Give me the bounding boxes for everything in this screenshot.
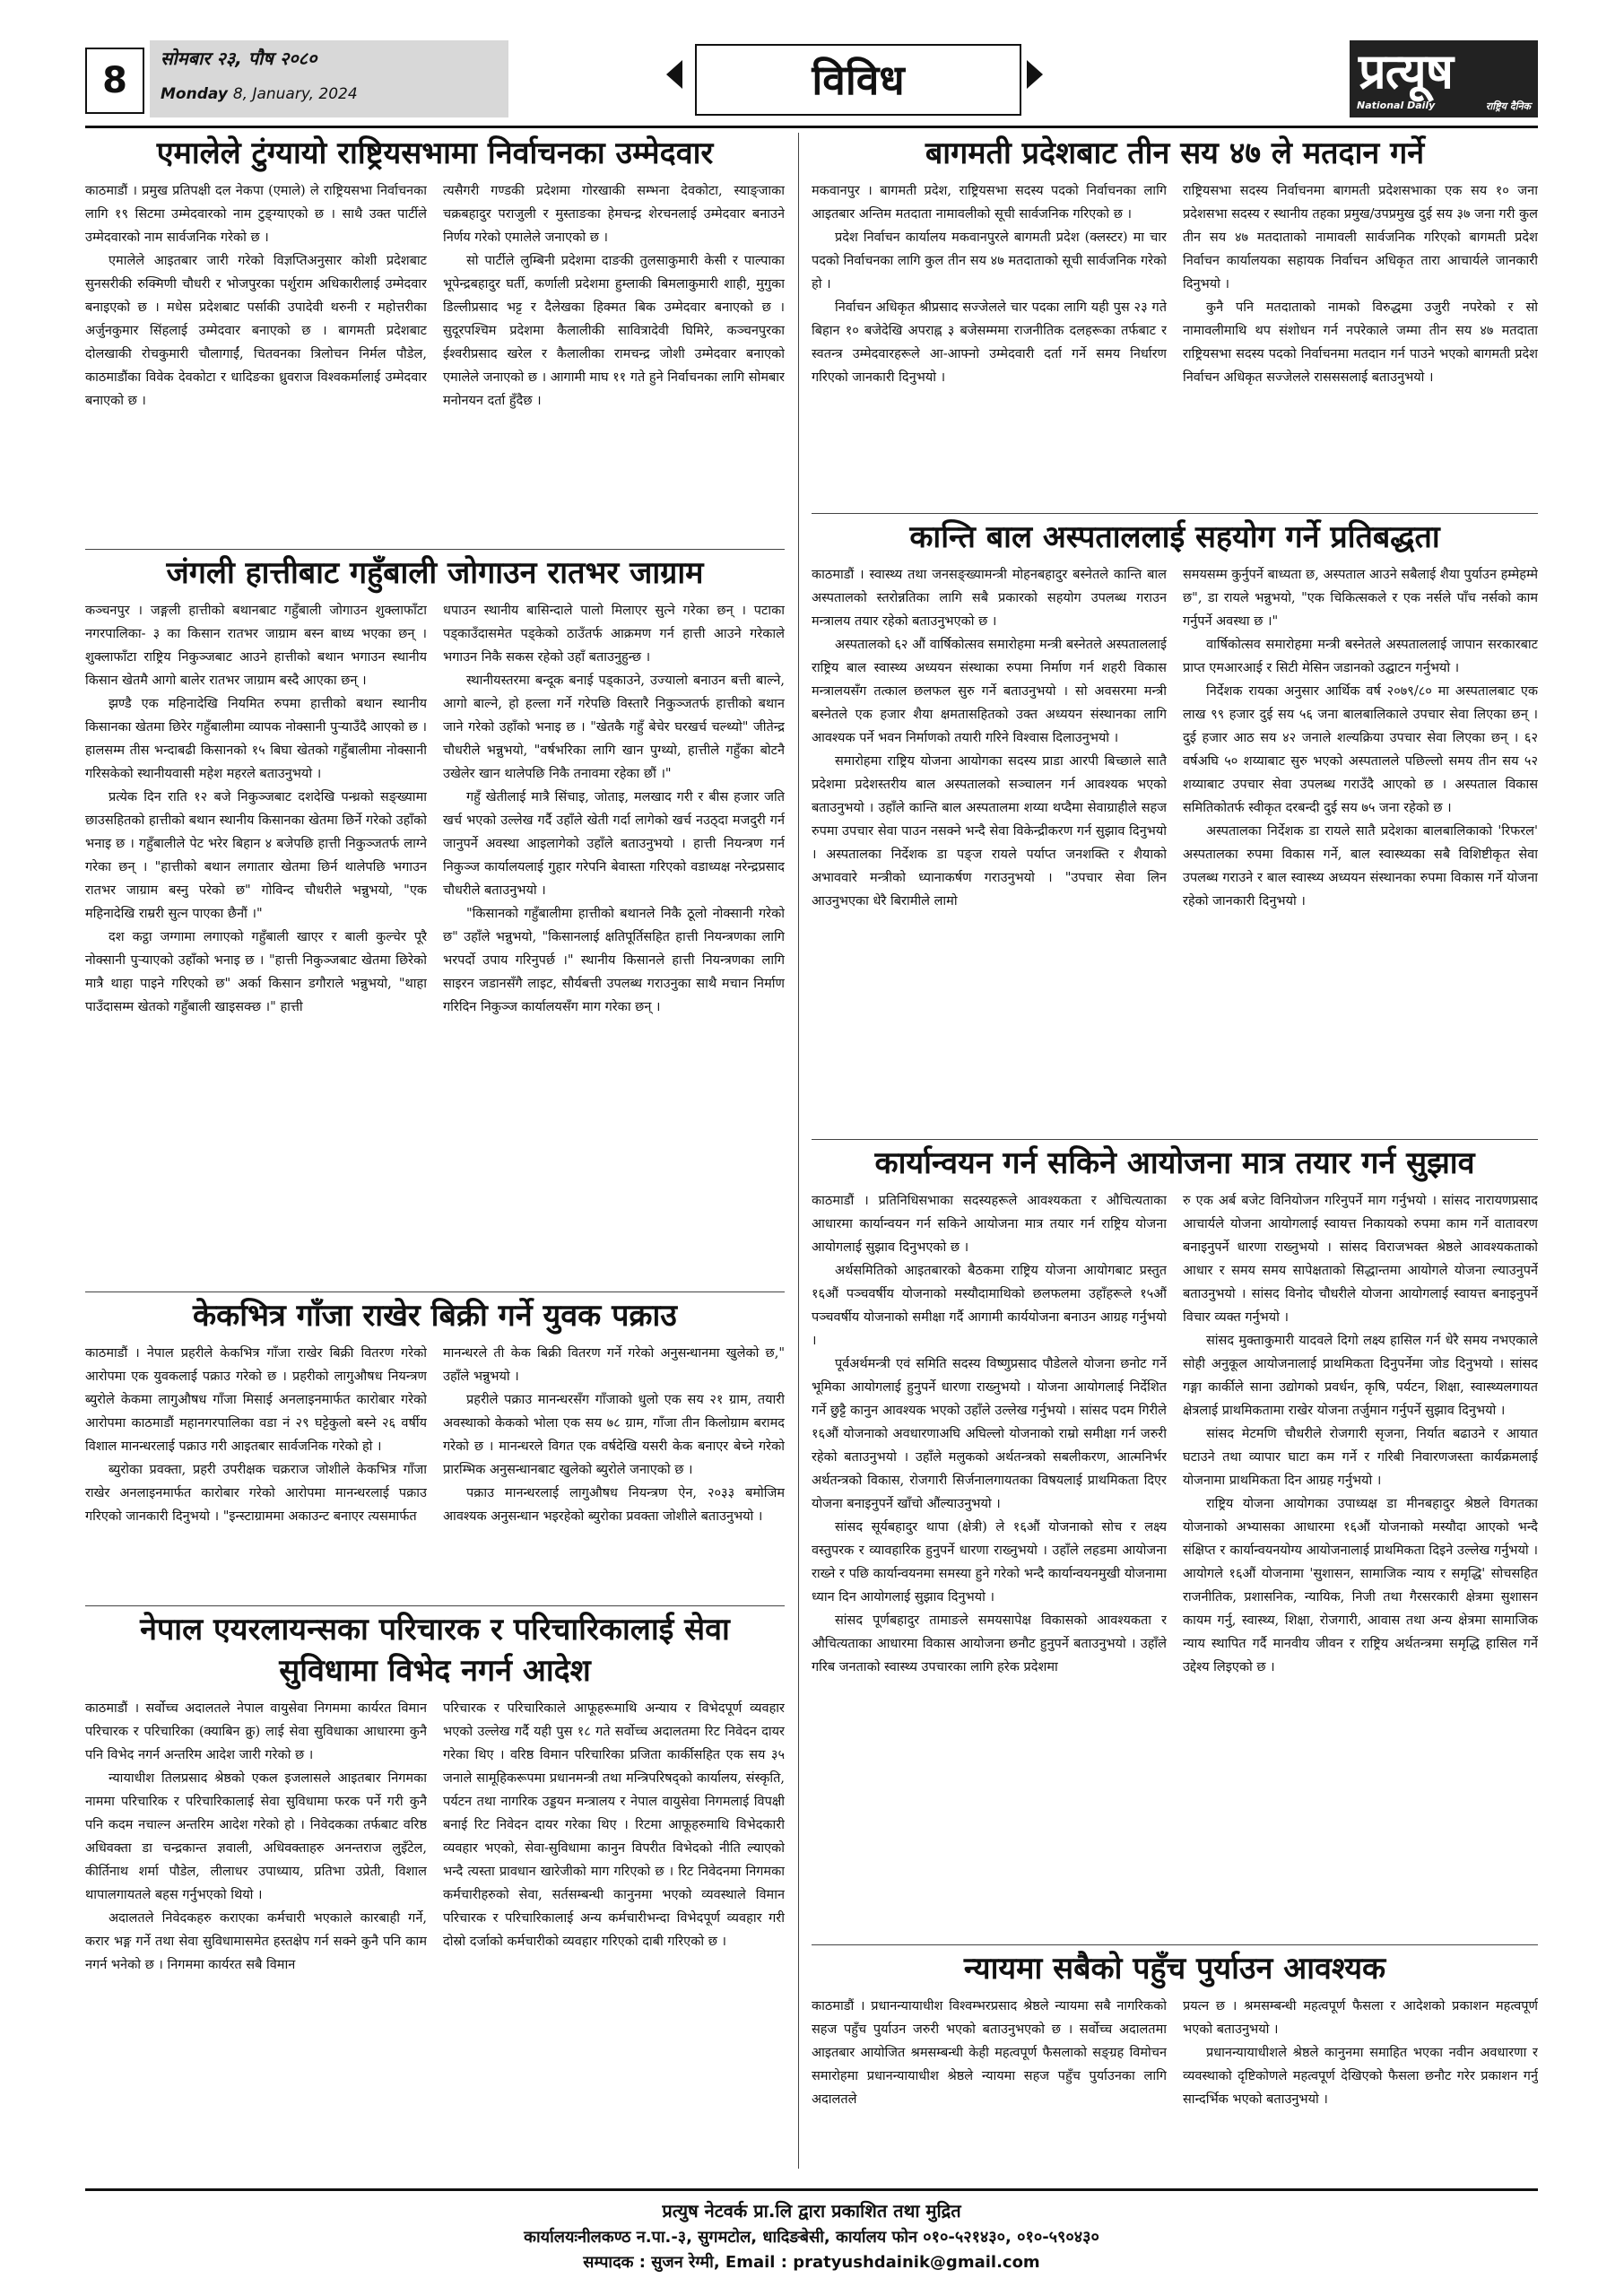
paragraph: कञ्चनपुर । जङ्गली हात्तीको बथानबाट गहुँबाली जोगाउन शुक्लाफाँटा नगरपालिका- ३ का किसान रातभर जाग्राम बस्न बाध्य भएका छन् । शुक्लाफाँटा राष्ट्रिय निकुञ्जबाट आउने हात्तीको बथान भगाउन स्थानीय किसान खेतमै आगो बालेर रातभर जाग्राम बस्दै आएका छन् । — [85, 604, 427, 688]
article-columns — [85, 1697, 785, 1977]
article-column — [1183, 179, 1538, 389]
headline: बागमती प्रदेशबाट तीन सय ४७ ले मतदान गर्ने — [925, 135, 1425, 171]
paragraph: समयसम्म कुर्नुपर्ने बाध्यता छ, अस्पताल आउने सबैलाई शैया पुर्याउन हम्मेहम्मे छ", डा रायले भन्नुभयो, "एक चिकित्सकले र एक नर्सले पाँच नर्सको काम गर्नुपर्ने अवस्था छ ।" — [1183, 568, 1538, 629]
article-column — [85, 1342, 427, 1528]
article-column — [1183, 563, 1538, 913]
article-column — [812, 1995, 1167, 2111]
paragraph: काठमाडौं । नेपाल प्रहरीले केकभित्र गाँजा राखेर बिक्री वितरण गरेको आरोपमा एक युवकलाई पक्राउ गरेको छ । प्रहरीको लागुऔषध नियन्त्रण ब्युरोले केकमा लागुऔषध गाँजा मिसाई अनलाइनमार्फत कारोबार गरेको आरोपमा काठमाडौं महानगरपालिका वडा नं २९ घट्टेकुलो बस्ने २६ वर्षीय विशाल मानन्धरलाई पक्राउ गरी आइतबार सार्वजनिक गरेको हो । — [85, 1346, 427, 1454]
headline: जंगली हात्तीबाट गहुँबाली जोगाउन रातभर जाग्राम — [166, 555, 704, 591]
headline: केकभित्र गाँजा राखेर बिक्री गर्ने युवक पक्राउ — [193, 1298, 677, 1334]
imprint-footer — [85, 2188, 1538, 2281]
day-english: Monday — [161, 85, 228, 103]
paragraph: काठमाडौं । स्वास्थ्य तथा जनसङ्ख्यामन्त्री मोहनबहादुर बस्नेतले कान्ति बाल अस्पतालको स्तरोन्नतिका लागि सबै प्रकारको सहयोग उपलब्ध गराउन मन्त्रालय तयार रहेको बताउनुभएको छ । — [812, 568, 1167, 629]
masthead — [85, 40, 1538, 121]
paragraph: धपाउन स्थानीय बासिन्दाले पालो मिलाएर सुत्ने गरेका छन् । पटाका पड्काउँदासमेत पड्केको ठाउँतर्फ आक्रमण गर्न हात्ती आउने गरेकाले भगाउन निकै सकस रहेको उहाँ बताउनुहुन्छ । — [443, 604, 785, 665]
paragraph: प्रत्येक दिन राति १२ बजे निकुञ्जबाट दशदेखि पन्ध्रको सङ्ख्यामा छाउसहितको हात्तीको बथान स्थानीय किसानका खेतमा छिर्ने गरेको उहाँको भनाइ छ । गहुँबालीले पेट भरेर बिहान ४ बजेपछि हात्ती निकुञ्जतर्फ लाग्ने गरेका छन् । "हात्तीको बथान लगातार खेतमा छिर्न थालेपछि भगाउन रातभर जाग्राम बस्नु परेको छ" गोविन्द चौधरीले भन्नुभयो, "एक महिनादेखि राम्ररी सुत्न पाएका छैनौं ।" — [85, 790, 427, 921]
paragraph: झण्डै एक महिनादेखि नियमित रुपमा हात्तीको बथान स्थानीय किसानका खेतमा छिरेर गहुँबालीमा व्यापक नोक्सानी पुऱ्याउँदै आएको छ । हालसम्म तीस भन्दाबढी किसानको १५ बिघा खेतको गहुँबालीमा नोक्सानी गरिसकेको स्थानीयवासी महेश महरले बताउनुभयो । — [85, 697, 427, 781]
paragraph: काठमाडौं । प्रतिनिधिसभाका सदस्यहरूले आवश्यकता र औचित्यताका आधारमा कार्यान्वयन गर्न सकिने आयोजना मात्र तयार गर्न राष्ट्रिय योजना आयोगलाई सुझाव दिनुभएको छ । — [812, 1194, 1167, 1255]
date-box — [150, 40, 508, 117]
paragraph: सांसद पूर्णबहादुर तामाङले समयसापेक्ष विकासको आवश्यकता र औचित्यताका आधारमा विकास आयोजना छनौट हुनुपर्ने बताउनुभयो । उहाँले गरिब जनताको स्वास्थ्य उपचारका लागि हरेक प्रदेशमा — [812, 1613, 1167, 1674]
logo-subtitle — [1357, 100, 1531, 113]
article-columns — [85, 599, 785, 1019]
article-column — [85, 179, 427, 413]
publisher-line: प्रत्युष नेटवर्क प्रा.लि द्वारा प्रकाशित तथा मुद्रित — [662, 2200, 961, 2222]
article-columns — [812, 179, 1538, 389]
article-columns — [812, 1995, 1538, 2111]
article-nepal-airlines — [85, 1609, 785, 2179]
paragraph: "किसानको गहुँबालीमा हात्तीको बथानले निकै ठूलो नोक्सानी गरेको छ" उहाँले भन्नुभयो, "किसानलाई क्षतिपूर्तिसहित हात्ती नियन्त्रणका लागि भरपर्दो उपाय गरिनुपर्छ ।" स्थानीय किसानले हात्ती नियन्त्रणका लागि साइरन जडानसँगै लाइट, सौर्यबत्ती उपलब्ध गराउनुका साथै मचान निर्माण गरिदिन निकुञ्ज कार्यालयसँग माग गरेका छन् । — [443, 907, 785, 1014]
paragraph: अस्पतालको ६२ औं वार्षिकोत्सव समारोहमा मन्त्री बस्नेतले अस्पताललाई राष्ट्रिय बाल स्वास्थ्य अध्ययन संस्थाका रुपमा निर्माण गर्न शहरी विकास मन्त्रालयसँग तत्काल छलफल सुरु गर्ने बताउनुभयो । सो अवसरमा मन्त्री बस्नेतले एक हजार शैया क्षमतासहितको उक्त अध्ययन संस्थानका लागि आवश्यक पर्ने भवन निर्माणको तयारी गरिने विश्वास दिलाउनुभयो । — [812, 638, 1167, 745]
paragraph: न्यायाधीश तिलप्रसाद श्रेष्ठको एकल इजलासले आइतबार निगमका नाममा परिचारिक र परिचारिकालाई सेवा सुविधामा फरक पर्ने गरी कुनै पनि कदम नचाल्न अन्तरिम आदेश गरेको हो । निवेदकका तर्फबाट वरिष्ठ अधिवक्ता डा चन्द्रकान्त ज्ञवाली, अधिवक्ताहरु अनन्तराज लुइँटेल, कीर्तिनाथ शर्मा पौडेल, लीलाधर उपाध्याय, प्रतिभा उप्रेती, विशाल थापालगायतले बहस गर्नुभएको थियो । — [85, 1771, 427, 1902]
paragraph: अर्थसमितिको आइतबारको बैठकमा राष्ट्रिय योजना आयोगबाट प्रस्तुत १६औं पञ्चवर्षीय योजनाको मस्यौदामाथिको छलफलमा उहाँहरूले १५औं पञ्चवर्षीय योजनाको समीक्षा गर्दै आगामी कार्ययोजना बनाउन आग्रह गर्नुभयो । — [812, 1264, 1167, 1348]
article-divider — [812, 1139, 1538, 1140]
article-column — [85, 1697, 427, 1977]
paragraph: वार्षिकोत्सव समारोहमा मन्त्री बस्नेतले अस्पताललाई जापान सरकारबाट प्राप्त एमआरआई र सिटी मेसिन जडानको उद्घाटन गर्नुभयो । — [1183, 638, 1538, 675]
article-wild-elephant — [85, 552, 785, 1288]
paragraph: काठमाडौं । प्रधानन्यायाधीश विश्वम्भरप्रसाद श्रेष्ठले न्यायमा सबै नागरिकको सहज पहुँच पुर्याउन जरुरी भएको बताउनुभएको छ । सर्वोच्च अदालतमा आइतबार आयोजित श्रमसम्बन्धी केही महत्वपूर्ण फैसलाको सङ्ग्रह विमोचन समारोहमा प्रधानन्यायाधीश श्रेष्ठले न्यायमा सहज पहुँच पुर्याउनका लागि अदालतले — [812, 1999, 1167, 2107]
paragraph: एमालेले आइतबार जारी गरेको विज्ञप्तिअनुसार कोशी प्रदेशबाट सुनसरीकी रुक्मिणी चौधरी र भोजपुरका पर्शुराम अधिकारीलाई उम्मेदवार बनाइएको छ । मधेस प्रदेशबाट पर्साकी उपादेवी थरुनी र महोत्तरीका अर्जुनकुमार सिंहलाई उम्मेदवार बनाएको छ । बागमती प्रदेशबाट दोलखाकी रोचकुमारी चौलागाईं, चितवनका त्रिलोचन निर्मल पौडेल, काठमाडौंका विवेक देवकोटा र धादिङका ध्रुवराज विश्वकर्मालाई उम्मेदवार बनाएको छ । — [85, 254, 427, 408]
paragraph: प्रदेश निर्वाचन कार्यालय मकवानपुरले बागमती प्रदेश (क्लस्टर) मा चार पदको निर्वाचनका लागि कुल तीन सय ४७ मतदाताको सूची सार्वजनिक गरेको हो । — [812, 230, 1167, 291]
paragraph: समारोहमा राष्ट्रिय योजना आयोगका सदस्य प्राडा आरपी बिच्छाले सातै प्रदेशमा प्रदेशस्तरीय बाल अस्पतालको सञ्चालन गर्न आवश्यक भएको बताउनुभयो । उहाँले कान्ति बाल अस्पतालमा शय्या थप्दैमा सेवाग्राहीले सहज रुपमा उपचार सेवा पाउन नसक्ने भन्दै सेवा विकेन्द्रीकरण गर्न सुझाव दिनुभयो । अस्पतालका निर्देशक डा पङ्ज रायले पर्याप्त जनशक्ति र शैयाको अभाववारे मन्त्रीको ध्यानाकर्षण गराउनुभयो । "उपचार सेवा लिन आउनुभएका धेरै बिरामीले लामो — [812, 754, 1167, 909]
top-rule — [85, 126, 1538, 128]
article-column — [443, 1697, 785, 1977]
article-divider — [85, 549, 785, 550]
article-columns — [812, 563, 1538, 913]
headline: न्यायमा सबैको पहुँच पुर्याउन आवश्यक — [963, 1951, 1386, 1987]
paragraph: परिचारक र परिचारिकाले आफूहरूमाथि अन्याय र विभेदपूर्ण व्यवहार भएको उल्लेख गर्दै यही पुस १८ गते सर्वोच्च अदालतमा रिट निवेदन दायर गरेका थिए । वरिष्ठ विमान परिचारिका प्रजिता कार्कीसहित एक सय ३५ जनाले सामूहिकरूपमा प्रधानमन्त्री तथा मन्त्रिपरिषद्को कार्यालय, संस्कृति, पर्यटन तथा नागरिक उड्डयन मन्त्रालय र नेपाल वायुसेवा निगमलाई विपक्षी बनाई रिट निवेदन दायर गरेका थिए । रिटमा आफूहरुमाथि विभेदकारी व्यवहार भएको, सेवा-सुविधामा कानुन विपरीत विभेदको नीति ल्याएको भन्दै त्यस्ता प्रावधान खारेजीको माग गरिएको छ । रिट निवेदनमा निगमका कर्मचारीहरुको सेवा, सर्तसम्बन्धी कानुनमा भएको व्यवस्थाले विमान परिचारक र परिचारिकालाई अन्य कर्मचारीभन्दा विभेदपूर्ण व्यवहार गरी दोस्रो दर्जाको कर्मचारीको व्यवहार गरिएको दाबी गरिएको छ । — [443, 1701, 785, 1949]
paragraph: राष्ट्रिय योजना आयोगका उपाध्यक्ष डा मीनबहादुर श्रेष्ठले विगतका योजनाको अभ्यासका आधारमा १६औं योजनाको मस्यौदा आएको भन्दै संक्षिप्त र कार्यान्वयनयोग्य आयोजनालाई प्राथमिकता दिइने उल्लेख गर्नुभयो । आयोगले १६औं योजनामा 'सुशासन, सामाजिक न्याय र समृद्धि' सोचसहित राजनीतिक, प्रशासनिक, न्यायिक, निजी तथा गैरसरकारी क्षेत्रमा सुशासन कायम गर्नु, स्वास्थ्य, शिक्षा, रोजगारी, आवास तथा अन्य क्षेत्रमा सामाजिक न्याय स्थापित गर्दै मानवीय जीवन र राष्ट्रिय अर्थतन्त्रमा समृद्धि हासिल गर्ने उद्देश्य लिइएको छ । — [1183, 1497, 1538, 1674]
headline-line-2: सुविधामा विभेद नगर्न आदेश — [279, 1653, 591, 1689]
article-divider — [85, 1605, 785, 1606]
left-arrow-icon — [666, 60, 682, 89]
headline: एमालेले टुंग्यायो राष्ट्रियसभामा निर्वाचनका उम्मेदवार — [156, 135, 714, 171]
article-column — [1183, 1189, 1538, 1679]
paragraph: काठमाडौं । प्रमुख प्रतिपक्षी दल नेकपा (एमाले) ले राष्ट्रियसभा निर्वाचनका लागि १९ सिटमा उम्मेदवारको नाम टुङ्ग्याएको छ । साथै उक्त पार्टीले उम्मेदवारको नाम सार्वजनिक गरेको छ । — [85, 184, 427, 245]
paragraph: मानन्धरले ती केक बिक्री वितरण गर्ने गरेको अनुसन्धानमा खुलेको छ," उहाँले भन्नुभयो । — [443, 1346, 785, 1384]
column-divider — [798, 133, 799, 2169]
paragraph: त्यसैगरी गण्डकी प्रदेशमा गोरखाकी सम्भना देवकोटा, स्याङ्जाका चक्रबहादुर पराजुली र मुस्ताङका हेमचन्द्र शेरचनलाई उम्मेदवार बनाउने निर्णय गरेको एमालेले जनाएको छ । — [443, 184, 785, 245]
paragraph: अदालतले निवेदकहरु कराएका कर्मचारी भएकाले कारबाही गर्ने, करार भङ्ग गर्ने तथा सेवा सुविधामासमेत हस्तक्षेप गर्न सक्ने कुनै पनि काम नगर्न भनेको छ । निगममा कार्यरत सबै विमान — [85, 1911, 427, 1972]
article-column — [812, 179, 1167, 389]
paragraph: राष्ट्रियसभा सदस्य निर्वाचनमा बागमती प्रदेशसभाका एक सय १० जना प्रदेशसभा सदस्य र स्थानीय तहका प्रमुख/उपप्रमुख दुई सय ३७ जना गरी कुल तीन सय ४७ मतदाताको नामावली सार्वजनिक गरिएको बागमती प्रदेश निर्वाचन कार्यालयका सहायक निर्वाचन अधिकृत तारा आचार्यले जानकारी दिनुभयो । — [1183, 184, 1538, 291]
article-bagmati-voters — [812, 133, 1538, 509]
paragraph: सांसद सूर्यबहादुर थापा (क्षेत्री) ले १६औं योजनाको सोच र लक्ष्य वस्तुपरक र व्यावहारिक हुनुपर्ने धारणा राख्नुभयो । उहाँले लहडमा आयोजना राख्ने र पछि कार्यान्वयनमा समस्या हुने गरेको भन्दै कार्यान्वयनमुखी योजनामा ध्यान दिन आयोगलाई सुझाव दिनुभयो । — [812, 1520, 1167, 1605]
paragraph: प्रहरीले पक्राउ मानन्धरसँग गाँजाको धुलो एक सय २१ ग्राम, तयारी अवस्थाको केकको भोला एक सय ७८ ग्राम, गाँजा तीन किलोग्राम बरामद गरेको छ । मानन्धरले विगत एक वर्षदेखि यसरी केक बनाएर बेच्ने गरेको प्रारम्भिक अनुसन्धानबाट खुलेको ब्युरोले जनाएको छ । — [443, 1393, 785, 1477]
article-column — [812, 563, 1167, 913]
paragraph: रु एक अर्ब बजेट विनियोजन गरिनुपर्ने माग गर्नुभयो । सांसद नारायणप्रसाद आचार्यले योजना आयोगलाई स्वायत्त निकायको रुपमा काम गर्ने वातावरण बनाइनुपर्ने धारणा राख्नुभयो । सांसद विराजभक्त श्रेष्ठले आवश्यकताको आधार र समय समय सापेक्षताको सिद्धान्तमा आयोगले योजना ल्याउनुपर्ने बताउनुभयो । सांसद विनोद चौधरीले योजना आयोगलाई स्वायत्त बनाइनुपर्ने विचार व्यक्त गर्नुभयो । — [1183, 1194, 1538, 1325]
article-access-to-justice — [812, 1948, 1538, 2179]
article-column — [85, 599, 427, 1019]
logo-wordmark: प्रत्यूष — [1359, 42, 1453, 100]
headline: कार्यान्वयन गर्न सकिने आयोजना मात्र तयार गर्न सुझाव — [874, 1145, 1475, 1181]
article-cake-ganja — [85, 1295, 785, 1600]
date-english — [161, 85, 358, 103]
article-column — [1183, 1995, 1538, 2111]
article-column — [443, 599, 785, 1019]
article-planning-commission — [812, 1143, 1538, 1941]
article-uml-candidates — [85, 133, 785, 545]
paragraph: सांसद मुक्ताकुमारी यादवले दिगो लक्ष्य हासिल गर्न धेरै समय नभएकाले सोही अनुकूल आयोजनालाई प्राथमिकता दिनुपर्नेमा जोड दिनुभयो । सांसद गङ्गा कार्कीले साना उद्योगको प्रवर्धन, कृषि, पर्यटन, शिक्षा, स्वास्थ्यलगायत क्षेत्रलाई प्राथमिकतामा राखेर योजना तर्जुमान गर्नुपर्ने सुझाव दिनुभयो । — [1183, 1334, 1538, 1418]
paragraph: सो पार्टीले लुम्बिनी प्रदेशमा दाङकी तुलसाकुमारी केसी र पाल्पाका भूपेन्द्रबहादुर घर्ती, कर्णाली प्रदेशमा हुम्लाकी बिमलाकुमारी शाही, मुगुका डिल्लीप्रसाद भट्ट र दैलेखका हिक्मत बिक उम्मेदवार बनाएको छ । सुदूरपश्चिम प्रदेशमा कैलालीकी सावित्रादेवी घिमिरे, कञ्चनपुरका ईश्वरीप्रसाद खरेल र कैलालीका रामचन्द्र जोशी उम्मेदवार बनाएको एमालेले जनाएको छ । आगामी माघ ११ गते हुने निर्वाचनका लागि सोमबार मनोनयन दर्ता हुँदैछ । — [443, 254, 785, 408]
article-columns — [85, 179, 785, 413]
headline: कान्ति बाल अस्पताललाई सहयोग गर्ने प्रतिबद्धता — [909, 519, 1440, 555]
page-number: 8 — [85, 48, 144, 114]
paragraph: निर्देशक रायका अनुसार आर्थिक वर्ष २०७९/८० मा अस्पतालबाट एक लाख ९९ हजार दुई सय ५६ जना बालबालिकाले उपचार सेवा लिएका छन् । दुई हजार आठ सय ४२ जनाले शल्यक्रिया उपचार सेवा लिएका छन् । ६२ वर्षअघि ५० शय्याबाट सुरु भएको अस्पतालले पछिल्लो समय तीन सय ५२ शय्याबाट उपचार सेवा उपलब्ध गराउँदै आएको छ । अस्पताल विकास समितिकोतर्फ स्वीकृत दरबन्दी दुई सय ७५ जना रहेको छ । — [1183, 684, 1538, 815]
paragraph: पक्राउ मानन्धरलाई लागुऔषध नियन्त्रण ऐन, २०३३ बमोजिम आवश्यक अनुसन्धान भइरहेको ब्युरोका प्रवक्ता जोशीले बताउनुभयो । — [443, 1486, 785, 1524]
article-kanti-hospital — [812, 517, 1538, 1135]
article-columns — [85, 1342, 785, 1528]
article-column — [443, 179, 785, 413]
office-address-line: कार्यालयःनीलकण्ठ न.पा.-३, सुगमटोल, धादिङबेसी, कार्यालय फोन ०१०-५२१४३०, ०१०-५९०४३० — [524, 2228, 1099, 2247]
article-column — [812, 1189, 1167, 1679]
paragraph: अस्पतालका निर्देशक डा रायले सातै प्रदेशका बालबालिकाको 'रिफरल' अस्पतालका रुपमा विकास गर्ने, बाल स्वास्थ्यका सबै विशिष्टीकृत सेवा उपलब्ध गराउने र बाल स्वास्थ्य अध्ययन संस्थानका रुपमा विकास गर्ने योजना रहेको जानकारी दिनुभयो । — [1183, 824, 1538, 909]
paragraph: ब्युरोका प्रवक्ता, प्रहरी उपरीक्षक चक्रराज जोशीले केकभित्र गाँजा राखेर अनलाइनमार्फत कारोबार गरेको आरोपमा मानन्धरलाई पक्राउ गरिएको जानकारी दिनुभयो । "इन्स्टाग्राममा अकाउन्ट बनाएर त्यसमार्फत — [85, 1463, 427, 1524]
paragraph: मकवानपुर । बागमती प्रदेश, राष्ट्रियसभा सदस्य पदको निर्वाचनका लागि आइतबार अन्तिम मतदाता नामावलीको सूची सार्वजनिक गरिएको छ । — [812, 184, 1167, 222]
paragraph: सांसद मेटमणि चौधरीले रोजगारी सृजना, निर्यात बढाउने र आयात घटाउने तथा व्यापार घाटा कम गर्ने र गरिबी निवारणजस्ता कार्यक्रमलाई योजनामा प्राथमिकता दिन आग्रह गर्नुभयो । — [1183, 1427, 1538, 1488]
paragraph: निर्वाचन अधिकृत श्रीप्रसाद सज्जेलले चार पदका लागि यही पुस २३ गते बिहान १० बजेदेखि अपराह्न ३ बजेसम्ममा राजनीतिक दलहरूका तर्फबाट र स्वतन्त्र उम्मेदवारहरूले आ-आफ्नो उम्मेदवारी दर्ता गर्ने समय निर्धारण गरिएको जानकारी दिनुभयो । — [812, 300, 1167, 385]
date-nepali: सोमबार २३, पौष २०८० — [161, 48, 317, 69]
article-column — [443, 1342, 785, 1528]
logo-sub-left: National Daily — [1357, 100, 1436, 111]
paragraph: कुनै पनि मतदाताको नामको विरुद्धमा उजुरी नपरेको र सो नामावलीमाथि थप संशोधन गर्न नपरेकाले जम्मा तीन सय ४७ मतदाता राष्ट्रियसभा सदस्य पदको निर्वाचनमा मतदान गर्न पाउने भएको बागमती प्रदेश निर्वाचन अधिकृत सज्जेलले रासससलाई बताउनुभयो । — [1183, 300, 1538, 385]
paragraph: प्रयत्न छ । श्रमसम्बन्धी महत्वपूर्ण फैसला र आदेशको प्रकाशन महत्वपूर्ण भएको बताउनुभयो । — [1183, 1999, 1538, 2037]
editor-email-line: सम्पादक : सुजन रेग्मी, Email : pratyushdainik@gmail.com — [583, 2253, 1040, 2272]
article-columns — [812, 1189, 1538, 1679]
headline: नेपाल एयरलायन्सका परिचारक र परिचारिकालाई सेवा — [140, 1612, 730, 1648]
paragraph: गहुँ खेतीलाई मात्रै सिंचाइ, जोताइ, मलखाद गरी र बीस हजार जति खर्च भएको उल्लेख गर्दै उहाँले खेती गर्दा लागेको खर्च नउठ्दा मजदुरी गर्न जानुपर्ने अवस्था आइलागेको उहाँले बताउनुभयो । हात्ती नियन्त्रण गर्न निकुञ्ज कार्यालयलाई गुहार गरेपनि बेवास्ता गरिएको वडाध्यक्ष नरेन्द्रप्रसाद चौधरीले बताउनुभयो । — [443, 790, 785, 898]
newspaper-logo — [1350, 40, 1538, 117]
right-arrow-icon — [1027, 60, 1043, 89]
paragraph: प्रधानन्यायाधीशले श्रेष्ठले कानुनमा समाहित भएका नवीन अवधारणा र व्यवस्थाको दृष्टिकोणले महत्वपूर्ण देखिएको फैसला छनौट गरेर प्रकाशन गर्नु सान्दर्भिक भएको बताउनुभयो । — [1183, 2046, 1538, 2107]
paragraph: स्थानीयस्तरमा बन्दूक बनाई पड्काउने, उज्यालो बनाउन बत्ती बाल्ने, आगो बाल्ने, हो हल्ला गर्ने गरेपछि विस्तारै निकुञ्जतर्फ हात्तीको बथान जाने गरेको उहाँको भनाइ छ । "खेतकै गहुँ बेचेर घरखर्च चल्थ्यो" जीतेन्द्र चौधरीले भन्नुभयो, "वर्षभरिका लागि खान पुग्थ्यो, हात्तीले गहुँका बोटनै उखेलेर खान थालेपछि निकै तनावमा रहेका छौं ।" — [443, 674, 785, 781]
paragraph: पूर्वअर्थमन्त्री एवं समिति सदस्य विष्णुप्रसाद पौडेलले योजना छनोट गर्ने भूमिका आयोगलाई हुनुपर्ने धारणा राख्नुभयो । योजना आयोगलाई निर्देशित गर्ने छुट्टै कानुन आवश्यक भएको उहाँले उल्लेख गर्नुभयो । सांसद पदम गिरीले १६औं योजनाको अवधारणाअघि अघिल्लो योजनाको राम्रो समीक्षा गर्न जरुरी रहेको बताउनुभयो । उहाँले मलुकको अर्थतन्त्रको सबलीकरण, आत्मनिर्भर अर्थतन्त्रको विकास, रोजगारी सिर्जनालगायतका विषयलाई प्राथमिकता दिएर योजना बनाइनुपर्ने खाँचो औंल्याउनुभयो । — [812, 1357, 1167, 1511]
article-divider — [812, 513, 1538, 514]
paragraph: काठमाडौं । सर्वोच्च अदालतले नेपाल वायुसेवा निगममा कार्यरत विमान परिचारक र परिचारिका (क्याबिन क्रु) लाई सेवा सुविधाका आधारमा कुनै पनि विभेद नगर्न अन्तरिम आदेश जारी गरेको छ । — [85, 1701, 427, 1762]
section-title: विविध — [695, 44, 1021, 116]
logo-sub-right: राष्ट्रिय दैनिक — [1485, 100, 1531, 112]
paragraph: दश कट्ठा जग्गामा लगाएको गहुँबाली खाएर र बाली कुल्चेर पूरै नोक्सानी पुऱ्याएको उहाँको भनाइ छ । "हात्ती निकुञ्जबाट खेतमा छिरेको मात्रै थाहा पाइने गरिएको छ" अर्का किसान डगौराले भन्नुभयो, "थाहा पाउँदासम्म खेतको गहुँबाली खाइसक्छ ।" हात्ती — [85, 930, 427, 1014]
article-divider — [812, 1944, 1538, 1945]
date-english-value: 8, January, 2024 — [232, 85, 358, 103]
